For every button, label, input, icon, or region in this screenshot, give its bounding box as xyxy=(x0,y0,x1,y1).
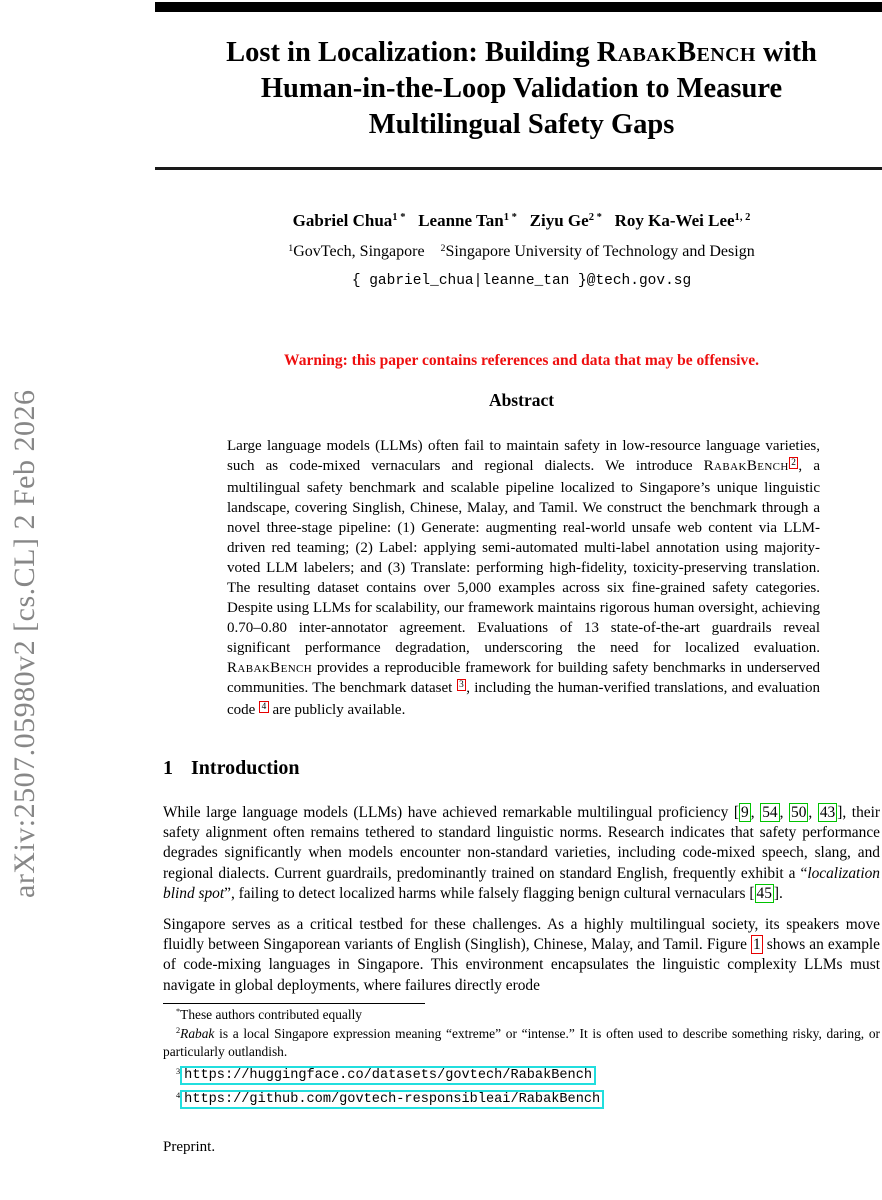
superscript-marker: 3 xyxy=(176,1066,181,1076)
superscript-marker: 1 xyxy=(288,242,294,254)
superscript-marker: 2 * xyxy=(588,212,602,224)
title-line-3: Multilingual Safety Gaps xyxy=(368,109,675,140)
author-affiliations: $^1$GovTech, Singapore $^2$Singapore University of Technology and Design xyxy=(288,242,755,260)
preprint-label: Preprint. xyxy=(163,1139,216,1156)
footnote-ref-link[interactable]: 2 xyxy=(789,457,799,469)
citation-link[interactable]: 54 xyxy=(762,804,778,821)
url-link[interactable]: https://github.com/govtech-responsibleai/RabakBench xyxy=(180,1090,604,1109)
section-heading-introduction xyxy=(163,756,880,780)
title-line-1: Lost in Localization: Building RabakBench with xyxy=(226,37,817,68)
superscript-marker: 1 * xyxy=(503,212,517,224)
superscript-marker: 2 xyxy=(176,1026,181,1036)
superscript-marker: * xyxy=(176,1007,181,1017)
smallcaps-brand: RabakBench xyxy=(703,458,789,474)
section-number: 1 xyxy=(163,757,173,779)
footnote-ref-link[interactable]: 3 xyxy=(457,679,467,691)
top-rule-thick xyxy=(155,2,882,12)
arxiv-watermark: arXiv:2507.05980v2 [cs.CL] 2 Feb 2026 xyxy=(8,389,41,898)
footnote-rabak-definition: $^2$Rabak is a local Singapore expression meaning “extreme” or “intense.” It is often used to describe something risky, daring, or particularly outlandish. xyxy=(163,1025,880,1060)
citation-link[interactable]: 50 xyxy=(791,804,807,821)
citation-link[interactable]: 43 xyxy=(819,804,836,821)
author-names: Gabriel Chua$^{1 *}$ Leanne Tan$^{1 *}$ Ziyu $Ge^{2 *}$ Roy Ka-Wei Lee$^{1, 2}$ xyxy=(292,211,751,230)
citation-link[interactable]: 45 xyxy=(756,884,772,902)
figure-ref-link[interactable]: 1 xyxy=(753,936,761,954)
footnote-equal-contribution: *These authors contributed equally xyxy=(176,1006,362,1022)
abstract-heading: Abstract xyxy=(488,390,555,410)
url-link[interactable]: https://huggingface.co/datasets/govtech/RabakBench xyxy=(180,1066,596,1085)
section-title: Introduction xyxy=(191,757,300,779)
intro-paragraph-2: Singapore serves as a critical testbed for these challenges. As a highly multilingual society, its speakers move fluidly between Singaporean variants of English (Singlish), Chinese, Malay, and Tamil. Figure 1 shows an example of code-mixing languages in Singapore. This environment encapsulates the linguistic complexity LLMs must navigate in global deployments, where failures directly erode xyxy=(163,916,880,994)
superscript-marker: 4 xyxy=(176,1090,181,1100)
intro-paragraph-1: While large language models (LLMs) have achieved remarkable multilingual proficiency [ 9 , 54 , 50 , 43 ], their safety alignment often remains tethered to standard linguistic norms. Research indicates that safety performance degrades significantly when models encounter non-standard varieties, including code-mixed speech, slang, and regional dialects. Current guardrails, predominantly trained on standard English, frequently exhibit a “localization blind spot”, failing to detect localized harms while falsely flagging benign cultural vernaculars [ 45 ]. xyxy=(163,804,880,902)
smallcaps-brand: RabakBench xyxy=(596,37,756,68)
footnote-dataset-url xyxy=(163,1065,880,1085)
contact-email: { gabriel_chua|leanne_tan }@tech.gov.sg xyxy=(351,273,692,289)
content-warning: Warning: this paper contains references and data that may be offensive. xyxy=(284,352,759,369)
superscript-marker: 2 xyxy=(440,242,446,254)
footnote-rule xyxy=(163,1003,425,1004)
title-line-2: Human-in-the-Loop Validation to Measure xyxy=(260,73,783,104)
abstract-body: Large language models (LLMs) often fail to maintain safety in low-resource language varieties, such as code-mixed vernaculars and regional dialects. We introduce RabakBench $^2$ , a multilingual safety benchmark and scalable pipeline localized to Singapore’s unique linguistic landscape, covering Singlish, Chinese, Malay, and Tamil. We construct the benchmark through a novel three-stage pipeline: (1) Generate: augmenting real-world unsafe web content via LLM-driven red teaming; (2) Label: applying semi-automated multi-label annotation using majority-voted LLM labelers; and (3) Translate: performing high-fidelity, toxicity-preserving translation. The resulting dataset contains over 5,000 examples across six fine-grained safety categories. Despite using LLMs for scalability, our framework maintains rigorous human oversight, achieving 0.70–0.80 inter-annotator agreement. Evaluations of 13 state-of-the-art guardrails reveal significant performance degradation, underscoring the need for localized evaluation. RabakBench provides a reproducible framework for building safety benchmarks in underserved communities. The benchmark dataset $^3$ , including the human-verified translations, and evaluation code $^4$ are publicly available. xyxy=(227,438,820,718)
superscript-marker: 1, 2 xyxy=(734,212,751,224)
footnote-code-url xyxy=(163,1089,880,1109)
title-rule-thin xyxy=(155,167,882,170)
paper-title xyxy=(163,35,880,143)
citation-link[interactable]: 9 xyxy=(741,804,749,821)
paper-page xyxy=(163,0,880,1156)
superscript-marker: 1 * xyxy=(392,212,406,224)
smallcaps-brand: RabakBench xyxy=(227,660,313,676)
footnote-ref-link[interactable]: 4 xyxy=(259,701,269,713)
